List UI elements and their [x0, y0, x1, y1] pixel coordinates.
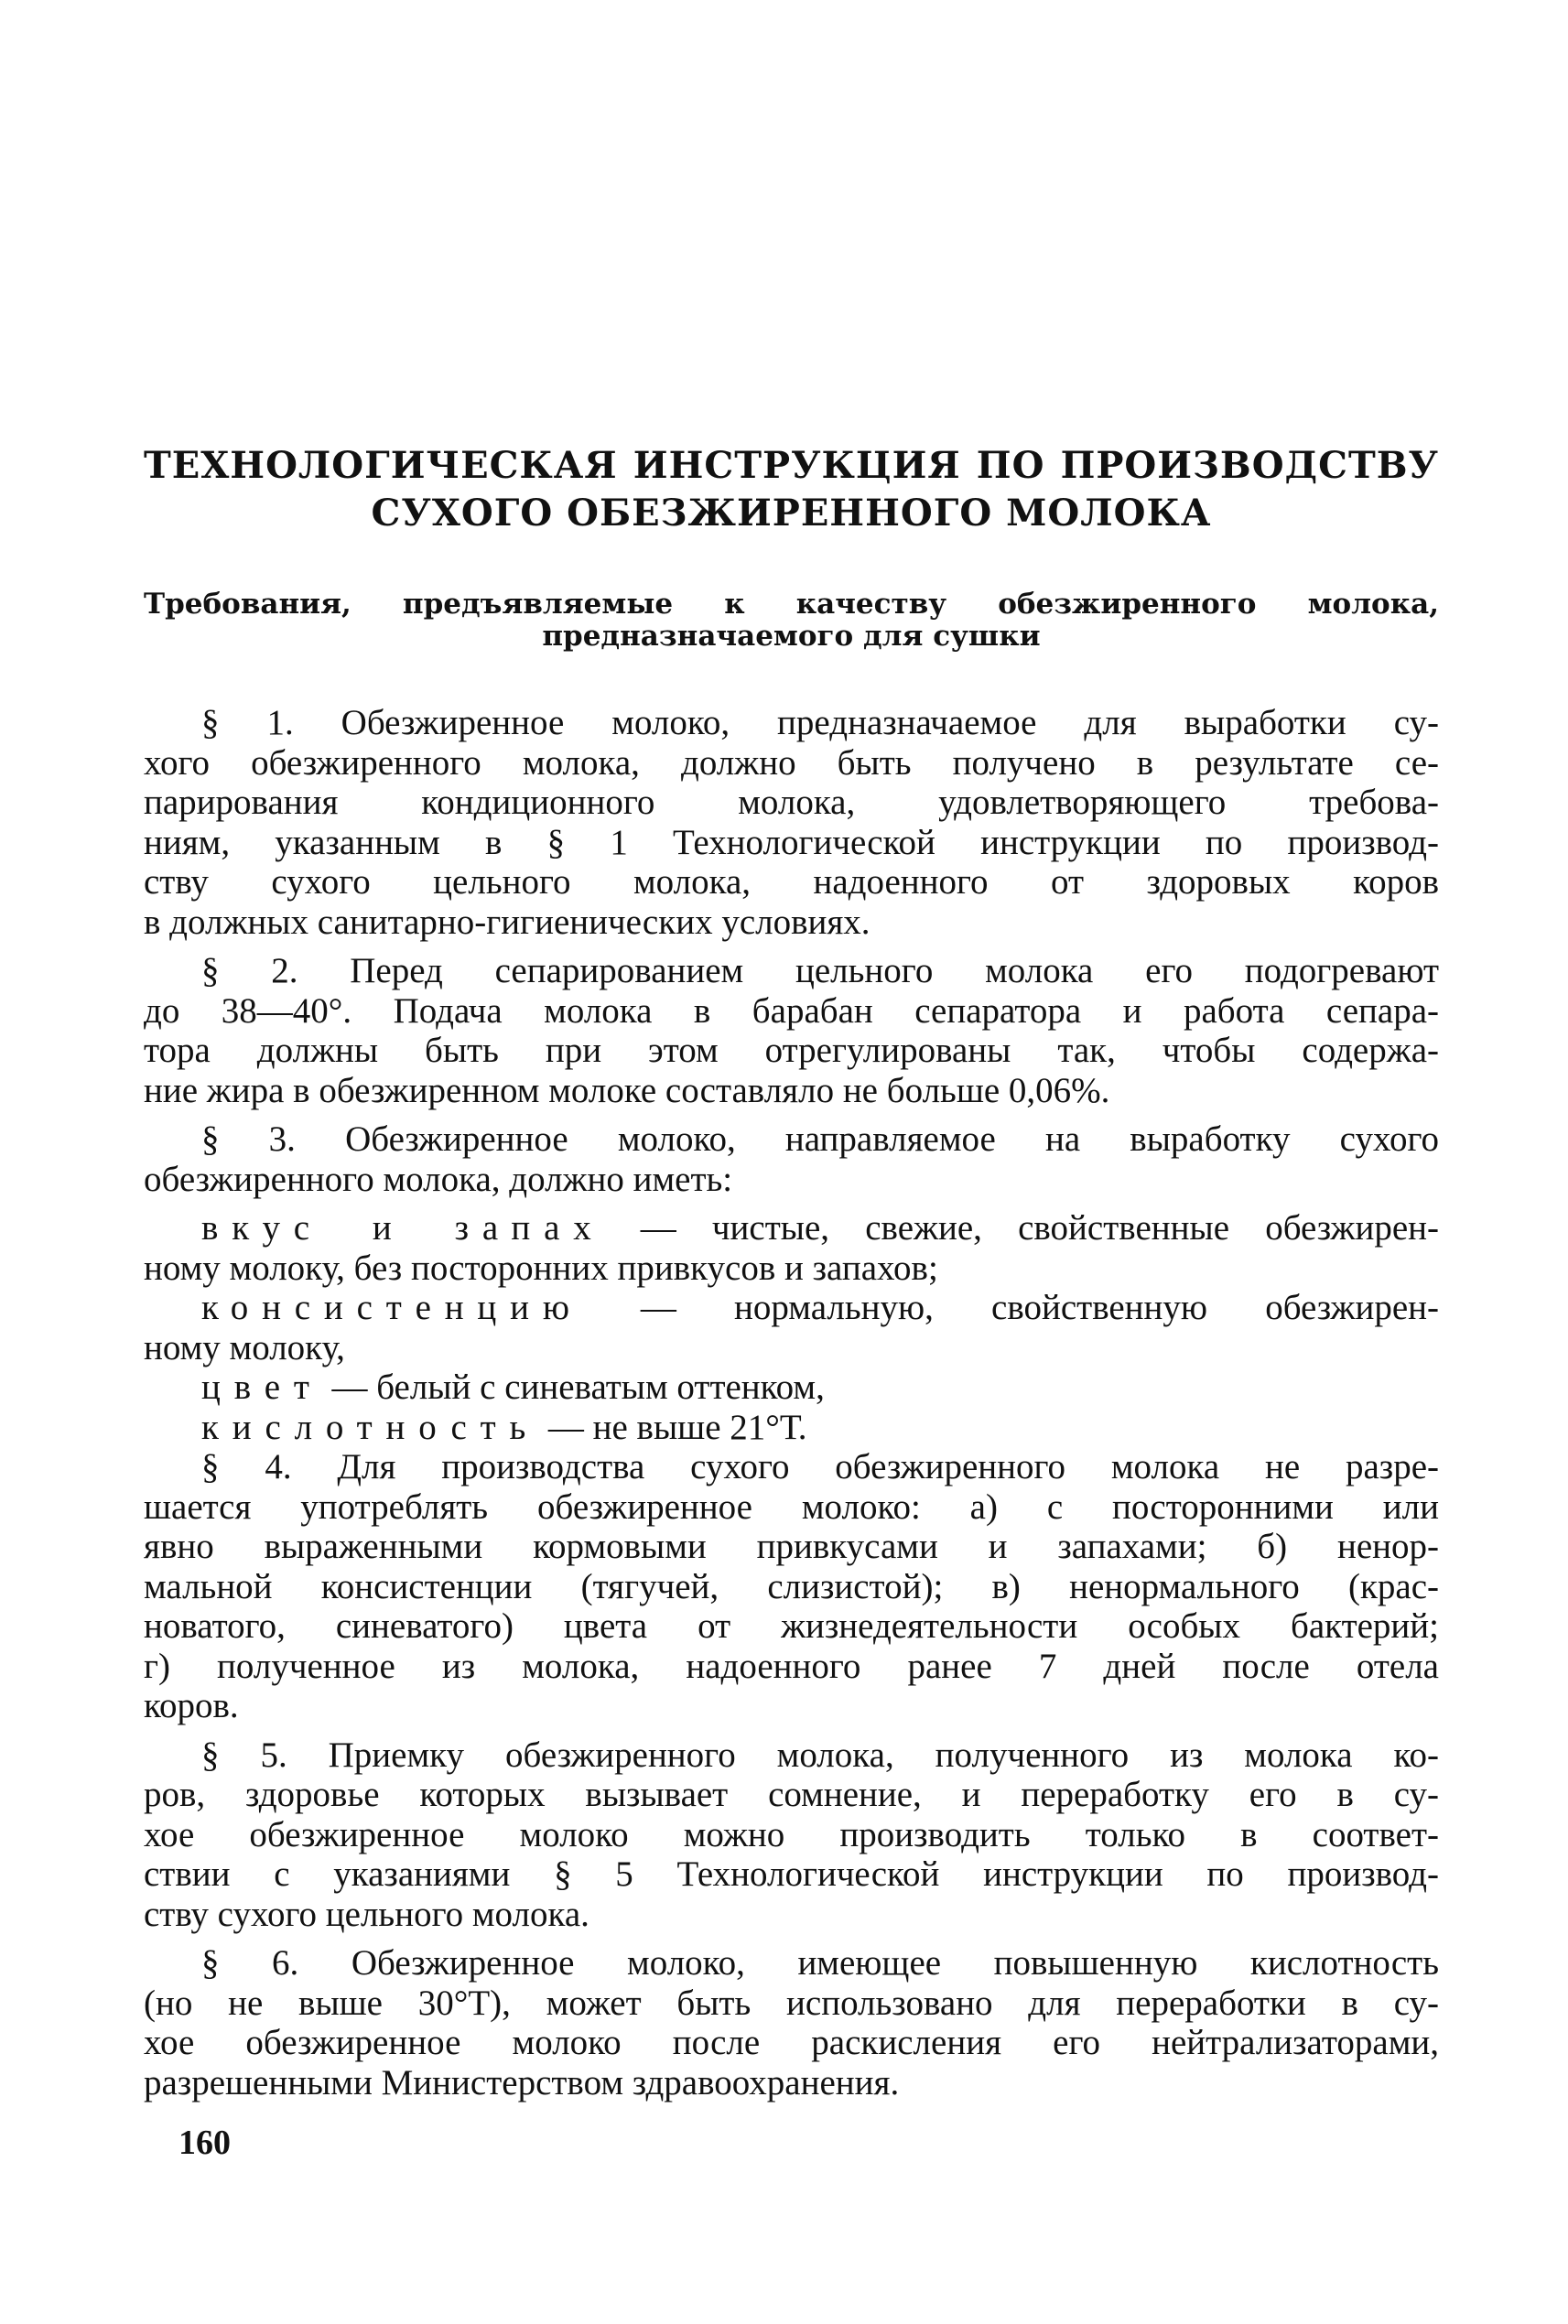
- text-line: [144, 823, 1439, 863]
- text-line: [144, 1854, 1439, 1895]
- text-line-content: коров.: [144, 1686, 239, 1725]
- text-line-content: — не выше 21°Т.: [539, 1407, 807, 1447]
- text-line: [144, 1775, 1439, 1815]
- text-line: [144, 1735, 1439, 1776]
- text-line-content: разрешенными Министерством здравоохранения.: [144, 2062, 900, 2102]
- text-line-content: — чистые, свежие, свойственные обезжирен-: [604, 1208, 1439, 1248]
- text-line-content: § 6. Обезжиренное молоко, имеющее повышенную кислотность: [201, 1943, 1439, 1983]
- section-heading-line-1: Требования, предъявляемые к качеству обезжиренного молока,: [144, 588, 1439, 621]
- text-line-content: ному молоку,: [144, 1327, 345, 1367]
- text-line: [144, 1647, 1439, 1687]
- text-line: [144, 1367, 1439, 1408]
- text-line-content: хое обезжиренное молоко можно производить только в соответ-: [144, 1814, 1439, 1854]
- text-line-content: — нормальную, свойственную обезжирен-: [582, 1288, 1439, 1327]
- text-line: [144, 783, 1439, 823]
- text-line: [144, 1527, 1439, 1567]
- text-line-content: г) полученное из молока, надоенного ранее 7 дней после отела: [144, 1646, 1439, 1686]
- document-title-line-1: ТЕХНОЛОГИЧЕСКАЯ ИНСТРУКЦИЯ ПО ПРОИЗВОДСТВУ: [144, 444, 1439, 487]
- text-line: [144, 1031, 1439, 1071]
- text-line: [144, 1606, 1439, 1647]
- text-line: [144, 1160, 1439, 1200]
- text-line: [144, 2023, 1439, 2063]
- text-line-content: § 4. Для производства сухого обезжиренного молока не разре-: [201, 1447, 1439, 1486]
- text-line-content: ству сухого цельного молока, надоенного от здоровых коров: [144, 862, 1439, 902]
- text-line: [144, 1288, 1439, 1328]
- section-heading-line-2: предназначаемого для сушки: [542, 620, 1041, 653]
- text-line: [144, 1567, 1439, 1607]
- text-line: [144, 951, 1439, 991]
- text-line: [144, 1248, 1439, 1289]
- text-line-content: (но не выше 30°Т), может быть использовано для переработки в су-: [144, 1983, 1439, 2023]
- text-line: [144, 1208, 1439, 1248]
- text-line-content: ству сухого цельного молока.: [144, 1894, 589, 1934]
- text-line-content: хого обезжиренного молока, должно быть получено в результате се-: [144, 742, 1439, 783]
- text-line: [144, 743, 1439, 784]
- text-line-content: — белый с синеватым оттенком,: [322, 1367, 825, 1407]
- text-line-content: шается употреблять обезжиренное молоко: а) с посторонними или: [144, 1486, 1439, 1527]
- text-line: [144, 1447, 1439, 1487]
- text-line: [144, 903, 1439, 943]
- text-line: [144, 1815, 1439, 1855]
- text-line: [144, 703, 1439, 743]
- text-line-content: ствии с указаниями § 5 Технологической инструкции по производ-: [144, 1854, 1439, 1894]
- text-line-content: ному молоку, без посторонних привкусов и запахов;: [144, 1248, 938, 1288]
- list-term: вкус и запах: [201, 1208, 605, 1248]
- text-line: [144, 2063, 1439, 2103]
- text-line-content: новатого, синеватого) цвета от жизнедеятельности особых бактерий;: [144, 1606, 1439, 1646]
- text-line-content: § 1. Обезжиренное молоко, предназначаемое для выработки су-: [201, 703, 1439, 742]
- text-line-content: ниям, указанным в § 1 Технологической инструкции по производ-: [144, 822, 1439, 862]
- text-line: [144, 1408, 1439, 1448]
- text-line-content: до 38—40°. Подача молока в барабан сепаратора и работа сепара-: [144, 990, 1439, 1031]
- list-term: консистенцию: [201, 1288, 583, 1327]
- list-term: цвет: [201, 1367, 323, 1407]
- text-line-content: § 3. Обезжиренное молоко, направляемое на выработку сухого: [201, 1119, 1439, 1159]
- text-line-content: парирования кондиционного молока, удовлетворяющего требова-: [144, 783, 1439, 822]
- text-line-content: тора должны быть при этом отрегулированы так, чтобы содержа-: [144, 1031, 1439, 1070]
- text-line: [144, 1487, 1439, 1528]
- text-line-content: обезжиренного молока, должно иметь:: [144, 1159, 733, 1199]
- text-line: [144, 1984, 1439, 2024]
- text-line: [144, 991, 1439, 1032]
- text-line-content: явно выраженными кормовыми привкусами и запахами; б) ненор-: [144, 1527, 1439, 1566]
- page-number: 160: [178, 2124, 231, 2162]
- text-line: [144, 1071, 1439, 1111]
- body-text: [144, 703, 1439, 2102]
- text-line-content: § 5. Приемку обезжиренного молока, полученного из молока ко-: [201, 1735, 1439, 1775]
- text-line: [144, 1943, 1439, 1984]
- text-line-content: мальной консистенции (тягучей, слизистой); в) ненормального (крас-: [144, 1566, 1439, 1606]
- text-line: [144, 862, 1439, 903]
- text-line-content: в должных санитарно-гигиенических условиях.: [144, 902, 871, 942]
- text-line-content: ние жира в обезжиренном молоке составляло не больше 0,06%.: [144, 1070, 1110, 1110]
- list-term: кислотность: [201, 1407, 540, 1447]
- text-line: [144, 1686, 1439, 1726]
- text-line-content: § 2. Перед сепарированием цельного молока его подогревают: [201, 951, 1439, 990]
- document-title-line-2: СУХОГО ОБЕЗЖИРЕННОГО МОЛОКА: [371, 492, 1212, 535]
- text-line: [144, 1119, 1439, 1160]
- text-line-content: ров, здоровье которых вызывает сомнение, и переработку его в су-: [144, 1775, 1439, 1814]
- text-line: [144, 1895, 1439, 1935]
- text-line-content: хое обезжиренное молоко после раскисления его нейтрализаторами,: [144, 2023, 1439, 2062]
- text-line: [144, 1328, 1439, 1368]
